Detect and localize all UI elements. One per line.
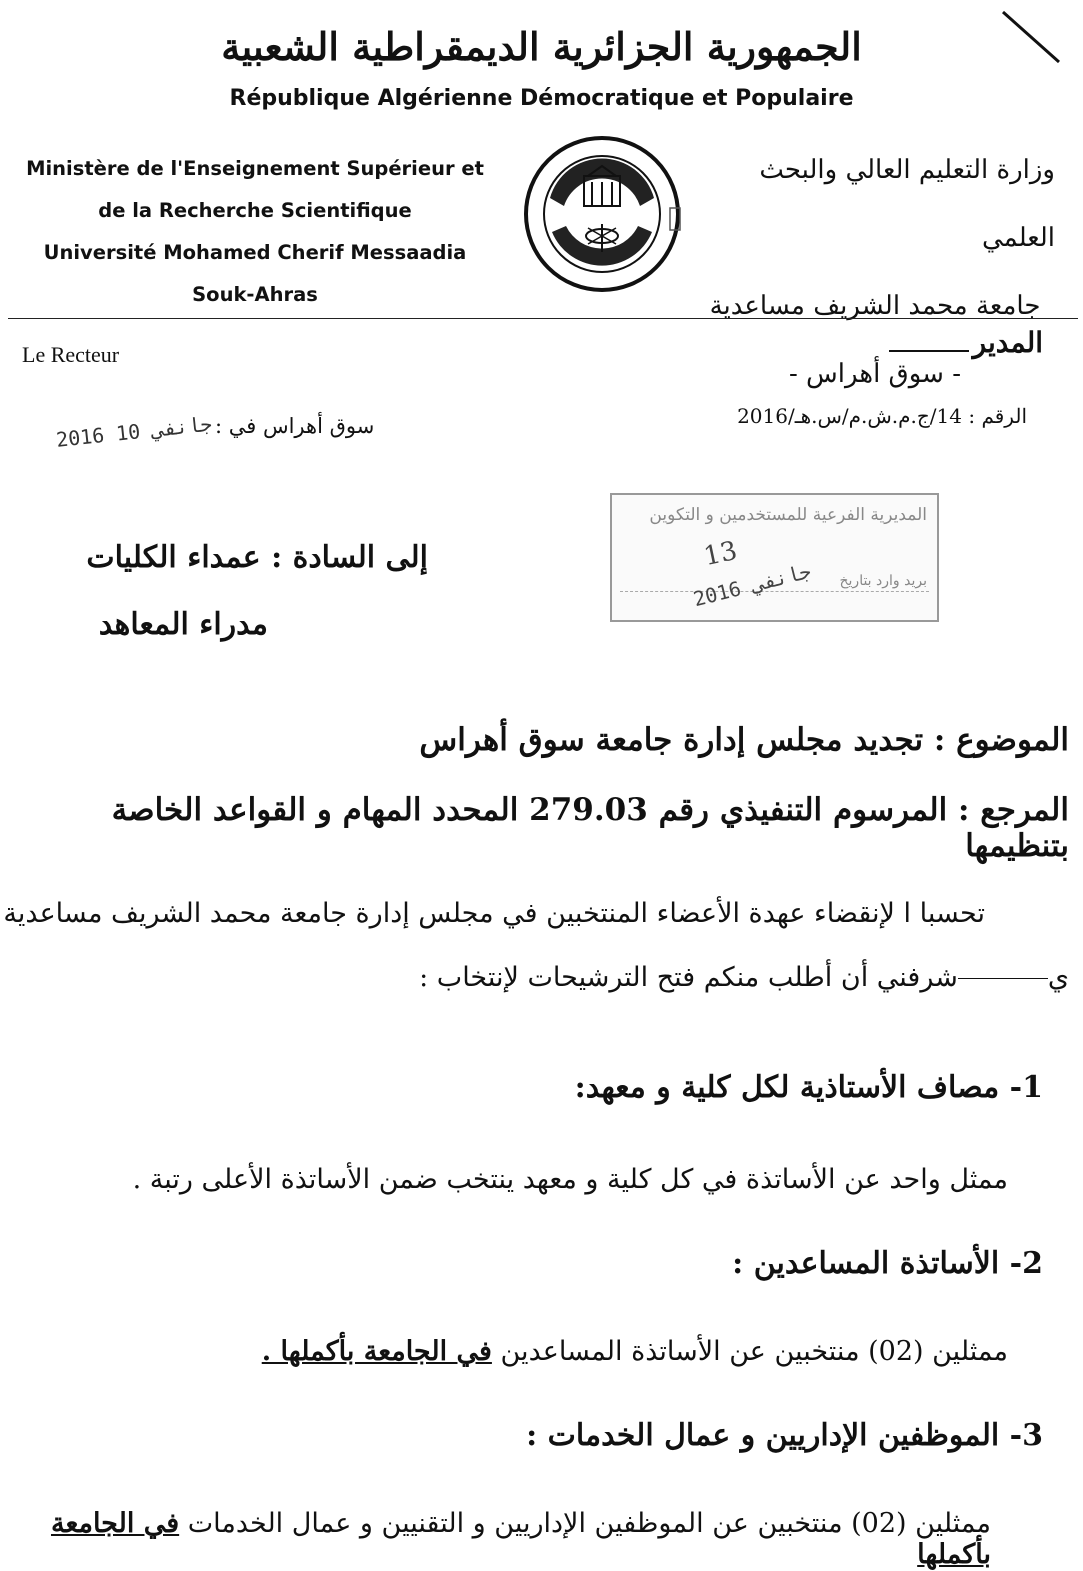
french-line: Souk-Ahras xyxy=(192,283,318,306)
item-1-text: ممثل واحد عن الأساتذة في كل كلية و معهد ينتخب ضمن الأساتذة الأعلى رتبة . xyxy=(132,1164,1008,1195)
arabic-line: وزارة التعليم العالي والبحث العلمي xyxy=(759,155,1055,253)
reference-number: الرقم : 14/ج.م.ش.م/س.هـ/2016 xyxy=(737,404,1027,428)
subject-line: الموضوع : تجديد مجلس إدارة جامعة سوق أهراس xyxy=(419,722,1069,758)
addressee-line-1: إلى السادة : عمداء الكليات xyxy=(86,540,428,575)
arabic-line: - سوق أهراس - xyxy=(789,359,961,389)
stamp-label: بريد وارد بتاريخ xyxy=(839,573,927,589)
recteur-label: Le Recteur xyxy=(22,342,120,367)
reference-line: المرجع : المرسوم التنفيذي رقم 279.03 المحدد المهام و القواعد الخاصة بتنظيمها xyxy=(111,792,1069,864)
stamp-day: 13 xyxy=(701,535,740,573)
director-label: المدير xyxy=(889,326,1043,359)
arabic-line: جامعة محمد الشريف مساعدية xyxy=(709,291,1041,321)
body-paragraph-1: تحسبا ا لإنقضاء عهدة الأعضاء المنتخبين في مجلس إدارة جامعة محمد الشريف مساعدية xyxy=(3,898,985,929)
addressee-line-2: مدراء المعاهد xyxy=(98,607,268,642)
french-republic-title: République Algérienne Démocratique et Populaire xyxy=(229,86,854,111)
stamp-year: 2016 جانفي xyxy=(690,558,814,612)
french-line: Ministère de l'Enseignement Supérieur et xyxy=(26,157,484,180)
item-2-text: ممثلين (02) منتخبين عن الأساتذة المساعدين في الجامعة بأكملها . xyxy=(261,1336,1008,1367)
place-date: سوق أهراس في : xyxy=(215,414,375,438)
item-3-heading: 3- الموظفين الإداريين و عمال الخدمات : xyxy=(526,1418,1043,1453)
item-3-text: ممثلين (02) منتخبين عن الموظفين الإداريين و التقنيين و عمال الخدمات في الجامعة بأكملها xyxy=(50,1508,991,1570)
arabic-republic-title: الجمهورية الجزائرية الديمقراطية الشعبية xyxy=(221,24,862,69)
corner-mark-icon xyxy=(995,8,1065,68)
french-line: Université Mohamed Cherif Messaadia xyxy=(43,241,467,264)
item-2-emphasis: في الجامعة بأكملها . xyxy=(261,1336,492,1367)
date-stamp: 2016 جانفي 10 xyxy=(55,411,214,452)
arabic-ministry-block xyxy=(695,136,1055,408)
item-3-emphasis: في الجامعة بأكملها xyxy=(50,1508,991,1570)
stamp-title: المديرية الفرعية للمستخدمين و التكوين xyxy=(649,505,927,525)
received-stamp xyxy=(610,493,939,622)
body-paragraph-2: يشرفني أن أطلب منكم فتح الترشيحات لإنتخاب : xyxy=(419,962,1069,993)
french-ministry-block xyxy=(20,148,490,316)
university-logo-icon xyxy=(520,128,690,300)
item-1-heading: 1- مصاف الأستاذية لكل كلية و معهد: xyxy=(574,1070,1043,1105)
item-2-heading: 2- الأساتذة المساعدين : xyxy=(732,1246,1043,1281)
french-line: de la Recherche Scientifique xyxy=(98,199,412,222)
header-divider xyxy=(8,318,1078,319)
